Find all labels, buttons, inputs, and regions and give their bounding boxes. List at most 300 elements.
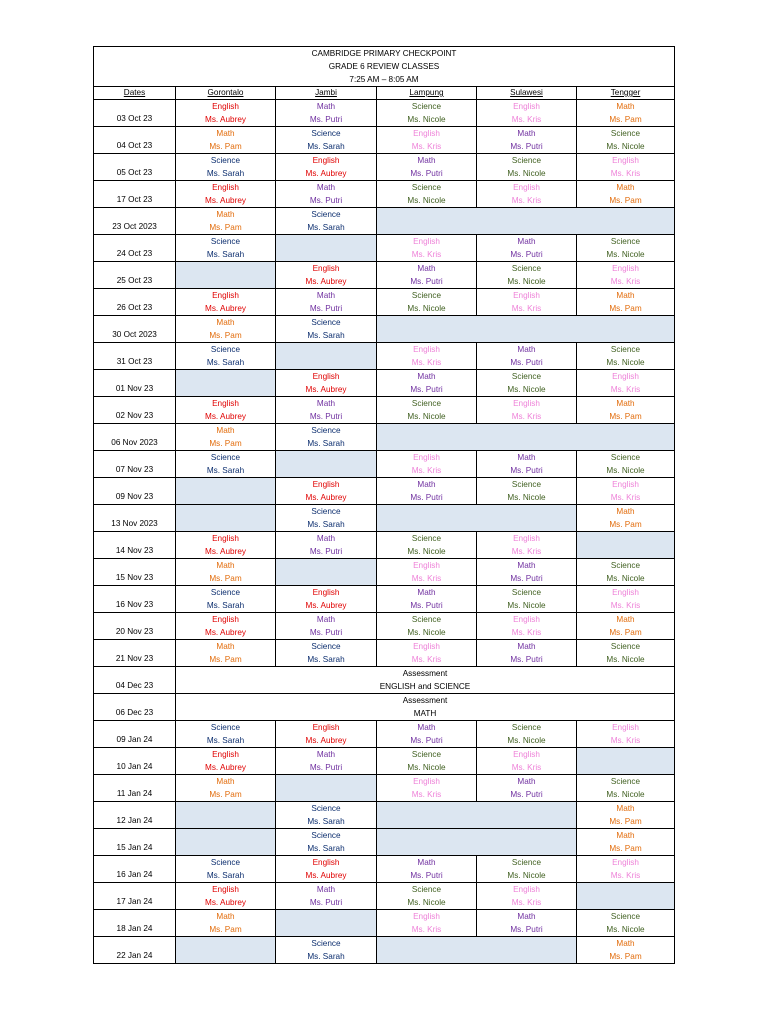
teacher-label: Ms. Aubrey xyxy=(205,196,246,205)
table-row xyxy=(94,775,675,802)
sheet-title xyxy=(94,47,675,87)
subject-label: English xyxy=(612,372,639,381)
subject-label: English xyxy=(312,264,340,273)
class-cell xyxy=(276,100,377,127)
class-cell xyxy=(377,289,477,316)
class-cell xyxy=(377,910,477,937)
class-cell xyxy=(176,127,276,154)
teacher-label: Ms. Nicole xyxy=(507,277,546,286)
subject-label: Science xyxy=(610,237,641,246)
teacher-label: Ms. Kris xyxy=(411,790,442,799)
class-cell xyxy=(176,289,276,316)
empty-slot xyxy=(276,775,377,802)
subject-label: Math xyxy=(616,183,635,192)
subject-label: English xyxy=(513,291,540,300)
subject-label: Science xyxy=(511,723,542,732)
teacher-label: Ms. Nicole xyxy=(507,736,546,745)
subject-label: Math xyxy=(517,777,536,786)
subject-label: Math xyxy=(517,912,536,921)
teacher-label: Ms. Pam xyxy=(209,790,242,799)
table-row xyxy=(94,208,675,235)
subject-label: English xyxy=(212,183,239,192)
table-row xyxy=(94,829,675,856)
subject-label: Science xyxy=(311,426,341,435)
teacher-label: Ms. Nicole xyxy=(606,250,645,259)
class-cell xyxy=(477,235,577,262)
subject-label: English xyxy=(312,480,340,489)
empty-slot xyxy=(577,532,675,559)
subject-label: English xyxy=(212,291,239,300)
teacher-label: Ms. Kris xyxy=(511,547,542,556)
date-cell: 23 Oct 2023 xyxy=(94,208,176,235)
table-row xyxy=(94,667,675,694)
teacher-label: Ms. Aubrey xyxy=(305,385,347,394)
subject-label: English xyxy=(413,777,440,786)
date-cell: 31 Oct 23 xyxy=(94,343,176,370)
subject-label: Science xyxy=(411,291,442,300)
subject-label: English xyxy=(513,183,540,192)
date-cell: 20 Nov 23 xyxy=(94,613,176,640)
assessment-cell xyxy=(176,694,675,721)
date-cell: 15 Nov 23 xyxy=(94,559,176,586)
title-line-2: GRADE 6 REVIEW CLASSES xyxy=(328,62,440,71)
subject-label: Math xyxy=(417,264,436,273)
empty-slot xyxy=(176,802,276,829)
class-cell xyxy=(377,451,477,478)
teacher-label: Ms. Kris xyxy=(411,358,442,367)
column-header: Tengger xyxy=(577,87,675,100)
date-cell: 14 Nov 23 xyxy=(94,532,176,559)
subject-label: Science xyxy=(511,480,542,489)
class-cell xyxy=(276,370,377,397)
empty-slot xyxy=(176,937,276,964)
teacher-label: Ms. Sarah xyxy=(307,817,345,826)
teacher-label: Ms. Aubrey xyxy=(305,277,347,286)
date-cell: 24 Oct 23 xyxy=(94,235,176,262)
subject-label: Science xyxy=(511,264,542,273)
class-cell xyxy=(377,181,477,208)
empty-slot xyxy=(176,829,276,856)
date-cell: 09 Nov 23 xyxy=(94,478,176,505)
subject-label: Math xyxy=(616,804,635,813)
class-cell xyxy=(176,640,276,667)
class-cell xyxy=(577,370,675,397)
empty-slot xyxy=(377,829,577,856)
class-cell xyxy=(276,883,377,910)
subject-label: English xyxy=(212,399,239,408)
teacher-label: Ms. Putri xyxy=(309,196,343,205)
teacher-label: Ms. Sarah xyxy=(206,601,245,610)
date-cell: 16 Nov 23 xyxy=(94,586,176,613)
class-cell xyxy=(577,775,675,802)
subject-label: Math xyxy=(216,426,235,435)
table-row xyxy=(94,235,675,262)
empty-slot xyxy=(577,748,675,775)
teacher-label: Ms. Putri xyxy=(410,385,443,394)
class-cell xyxy=(377,640,477,667)
class-cell xyxy=(176,721,276,748)
class-cell xyxy=(577,478,675,505)
class-cell xyxy=(176,775,276,802)
subject-label: English xyxy=(513,750,540,759)
class-cell xyxy=(577,802,675,829)
empty-slot xyxy=(377,316,675,343)
teacher-label: Ms. Sarah xyxy=(307,520,345,529)
table-row xyxy=(94,694,675,721)
teacher-label: Ms. Pam xyxy=(609,628,642,637)
teacher-label: Ms. Pam xyxy=(209,142,242,151)
class-cell xyxy=(477,370,577,397)
class-cell xyxy=(577,127,675,154)
teacher-label: Ms. Nicole xyxy=(507,169,546,178)
teacher-label: Ms. Pam xyxy=(609,844,642,853)
subject-label: Science xyxy=(210,345,241,354)
class-cell xyxy=(276,802,377,829)
date-cell: 17 Jan 24 xyxy=(94,883,176,910)
subject-label: Math xyxy=(616,831,635,840)
subject-label: Math xyxy=(517,129,536,138)
class-cell xyxy=(477,100,577,127)
teacher-label: Ms. Kris xyxy=(411,655,442,664)
subject-label: Math xyxy=(216,210,235,219)
teacher-label: Ms. Sarah xyxy=(206,250,245,259)
subject-label: Science xyxy=(311,210,341,219)
teacher-label: Ms. Putri xyxy=(510,466,543,475)
class-cell xyxy=(477,532,577,559)
subject-label: English xyxy=(312,858,340,867)
teacher-label: Ms. Kris xyxy=(411,574,442,583)
table-row xyxy=(94,100,675,127)
subject-label: Math xyxy=(216,129,235,138)
class-cell xyxy=(377,721,477,748)
teacher-label: Ms. Nicole xyxy=(507,493,546,502)
assessment-text: Assessment xyxy=(402,696,448,705)
subject-label: Science xyxy=(311,507,341,516)
teacher-label: Ms. Pam xyxy=(209,655,242,664)
date-cell: 06 Dec 23 xyxy=(94,694,176,721)
teacher-label: Ms. Kris xyxy=(511,412,542,421)
empty-slot xyxy=(276,343,377,370)
subject-label: Math xyxy=(316,615,336,624)
subject-label: Science xyxy=(411,534,442,543)
subject-label: Science xyxy=(411,102,442,111)
subject-label: Math xyxy=(517,453,536,462)
teacher-label: Ms. Putri xyxy=(410,169,443,178)
class-cell xyxy=(276,478,377,505)
assessment-text: ENGLISH and SCIENCE xyxy=(379,682,471,691)
subject-label: Science xyxy=(210,156,241,165)
teacher-label: Ms. Pam xyxy=(609,196,642,205)
teacher-label: Ms. Aubrey xyxy=(305,871,347,880)
date-cell: 17 Oct 23 xyxy=(94,181,176,208)
teacher-label: Ms. Nicole xyxy=(407,547,446,556)
subject-label: Math xyxy=(316,534,336,543)
subject-label: Science xyxy=(511,372,542,381)
date-cell: 10 Jan 24 xyxy=(94,748,176,775)
empty-slot xyxy=(276,910,377,937)
table-row xyxy=(94,424,675,451)
teacher-label: Ms. Pam xyxy=(609,115,642,124)
date-cell: 09 Jan 24 xyxy=(94,721,176,748)
date-cell: 21 Nov 23 xyxy=(94,640,176,667)
subject-label: Math xyxy=(517,642,536,651)
class-cell xyxy=(276,154,377,181)
teacher-label: Ms. Sarah xyxy=(206,169,245,178)
table-row xyxy=(94,748,675,775)
subject-label: Math xyxy=(417,480,436,489)
class-cell xyxy=(176,748,276,775)
date-cell: 15 Jan 24 xyxy=(94,829,176,856)
subject-label: English xyxy=(513,534,540,543)
teacher-label: Ms. Kris xyxy=(610,277,641,286)
class-cell xyxy=(276,937,377,964)
subject-label: Science xyxy=(311,804,341,813)
teacher-label: Ms. Kris xyxy=(411,925,442,934)
teacher-label: Ms. Putri xyxy=(510,925,543,934)
empty-slot xyxy=(276,451,377,478)
teacher-label: Ms. Putri xyxy=(410,277,443,286)
table-row xyxy=(94,289,675,316)
table-row xyxy=(94,586,675,613)
teacher-label: Ms. Nicole xyxy=(407,115,446,124)
teacher-label: Ms. Kris xyxy=(610,601,641,610)
subject-label: Science xyxy=(210,453,241,462)
class-cell xyxy=(577,586,675,613)
teacher-label: Ms. Sarah xyxy=(307,223,345,232)
teacher-label: Ms. Kris xyxy=(610,169,641,178)
table-row xyxy=(94,883,675,910)
class-cell xyxy=(377,262,477,289)
table-row xyxy=(94,262,675,289)
teacher-label: Ms. Sarah xyxy=(307,142,345,151)
empty-slot xyxy=(276,559,377,586)
empty-slot xyxy=(377,802,577,829)
subject-label: Science xyxy=(511,858,542,867)
class-cell xyxy=(577,505,675,532)
class-cell xyxy=(577,640,675,667)
teacher-label: Ms. Sarah xyxy=(206,871,245,880)
class-cell xyxy=(176,181,276,208)
teacher-label: Ms. Putri xyxy=(510,574,543,583)
class-cell xyxy=(276,208,377,235)
subject-label: English xyxy=(413,237,440,246)
subject-label: Science xyxy=(411,750,442,759)
subject-label: Science xyxy=(411,399,442,408)
date-cell: 07 Nov 23 xyxy=(94,451,176,478)
column-header: Jambi xyxy=(276,87,377,100)
class-cell xyxy=(276,424,377,451)
teacher-label: Ms. Nicole xyxy=(606,142,645,151)
empty-slot xyxy=(176,370,276,397)
teacher-label: Ms. Pam xyxy=(209,223,242,232)
teacher-label: Ms. Pam xyxy=(609,412,642,421)
subject-label: Science xyxy=(311,642,341,651)
teacher-label: Ms. Nicole xyxy=(407,898,446,907)
class-cell xyxy=(577,343,675,370)
subject-label: English xyxy=(312,588,340,597)
class-cell xyxy=(276,856,377,883)
assessment-text: Assessment xyxy=(402,669,448,678)
class-cell xyxy=(377,775,477,802)
subject-label: English xyxy=(212,750,239,759)
subject-label: Science xyxy=(311,831,341,840)
teacher-label: Ms. Putri xyxy=(510,250,543,259)
class-cell xyxy=(477,289,577,316)
class-cell xyxy=(377,343,477,370)
teacher-label: Ms. Aubrey xyxy=(205,547,246,556)
teacher-label: Ms. Putri xyxy=(410,736,443,745)
class-cell xyxy=(176,586,276,613)
subject-label: English xyxy=(612,156,639,165)
teacher-label: Ms. Pam xyxy=(209,574,242,583)
class-cell xyxy=(377,559,477,586)
teacher-label: Ms. Nicole xyxy=(407,628,446,637)
subject-label: English xyxy=(413,912,440,921)
teacher-label: Ms. Nicole xyxy=(507,385,546,394)
class-cell xyxy=(577,397,675,424)
table-row xyxy=(94,559,675,586)
subject-label: Science xyxy=(311,129,341,138)
subject-label: English xyxy=(212,102,239,111)
class-cell xyxy=(276,127,377,154)
subject-label: English xyxy=(312,723,340,732)
teacher-label: Ms. Kris xyxy=(411,466,442,475)
teacher-label: Ms. Nicole xyxy=(407,763,446,772)
subject-label: English xyxy=(413,345,440,354)
date-cell: 12 Jan 24 xyxy=(94,802,176,829)
teacher-label: Ms. Nicole xyxy=(507,871,546,880)
class-cell xyxy=(477,559,577,586)
title-line-3: 7:25 AM – 8:05 AM xyxy=(349,75,419,84)
assessment-cell xyxy=(176,667,675,694)
subject-label: Science xyxy=(511,156,542,165)
class-cell xyxy=(377,100,477,127)
column-header: Lampung xyxy=(377,87,477,100)
subject-label: Math xyxy=(216,561,235,570)
subject-label: Math xyxy=(216,642,235,651)
teacher-label: Ms. Putri xyxy=(510,358,543,367)
table-row xyxy=(94,721,675,748)
subject-label: Math xyxy=(616,615,635,624)
table-row xyxy=(94,640,675,667)
subject-label: English xyxy=(413,129,440,138)
class-cell xyxy=(176,424,276,451)
teacher-label: Ms. Putri xyxy=(410,493,443,502)
class-cell xyxy=(477,262,577,289)
subject-label: Science xyxy=(311,318,341,327)
subject-label: Math xyxy=(417,372,436,381)
column-header: Dates xyxy=(94,87,176,100)
class-cell xyxy=(176,613,276,640)
date-cell: 04 Dec 23 xyxy=(94,667,176,694)
subject-label: Math xyxy=(616,507,635,516)
class-cell xyxy=(577,937,675,964)
class-cell xyxy=(577,181,675,208)
teacher-label: Ms. Putri xyxy=(309,547,343,556)
subject-label: Math xyxy=(517,237,536,246)
date-cell: 11 Jan 24 xyxy=(94,775,176,802)
teacher-label: Ms. Pam xyxy=(209,439,242,448)
class-cell xyxy=(477,883,577,910)
class-cell xyxy=(377,235,477,262)
class-cell xyxy=(477,910,577,937)
teacher-label: Ms. Kris xyxy=(610,871,641,880)
teacher-label: Ms. Aubrey xyxy=(305,736,347,745)
date-cell: 02 Nov 23 xyxy=(94,397,176,424)
class-cell xyxy=(577,154,675,181)
subject-label: Math xyxy=(316,183,336,192)
subject-label: Math xyxy=(616,399,635,408)
subject-label: Math xyxy=(417,156,436,165)
subject-label: English xyxy=(413,642,440,651)
class-cell xyxy=(176,208,276,235)
class-cell xyxy=(276,262,377,289)
teacher-label: Ms. Nicole xyxy=(606,466,645,475)
class-cell xyxy=(377,397,477,424)
subject-label: Math xyxy=(316,750,336,759)
subject-label: English xyxy=(513,399,540,408)
subject-label: Science xyxy=(610,345,641,354)
teacher-label: Ms. Putri xyxy=(309,898,343,907)
teacher-label: Ms. Kris xyxy=(511,763,542,772)
class-cell xyxy=(176,235,276,262)
table-row xyxy=(94,613,675,640)
empty-slot xyxy=(377,505,577,532)
class-cell xyxy=(477,343,577,370)
class-cell xyxy=(377,586,477,613)
teacher-label: Ms. Putri xyxy=(410,601,443,610)
class-cell xyxy=(276,640,377,667)
subject-label: Science xyxy=(210,588,241,597)
teacher-label: Ms. Aubrey xyxy=(205,898,246,907)
teacher-label: Ms. Sarah xyxy=(206,466,245,475)
table-row xyxy=(94,370,675,397)
teacher-label: Ms. Aubrey xyxy=(205,628,246,637)
table-row xyxy=(94,154,675,181)
class-cell xyxy=(477,613,577,640)
class-cell xyxy=(176,100,276,127)
table-row xyxy=(94,802,675,829)
date-cell: 25 Oct 23 xyxy=(94,262,176,289)
table-row xyxy=(94,451,675,478)
class-cell xyxy=(176,856,276,883)
class-cell xyxy=(577,100,675,127)
date-cell: 18 Jan 24 xyxy=(94,910,176,937)
class-cell xyxy=(577,910,675,937)
subject-label: Science xyxy=(610,561,641,570)
class-cell xyxy=(176,532,276,559)
table-row xyxy=(94,127,675,154)
empty-slot xyxy=(176,478,276,505)
class-cell xyxy=(176,451,276,478)
class-cell xyxy=(477,640,577,667)
table-row xyxy=(94,532,675,559)
class-cell xyxy=(477,181,577,208)
subject-label: English xyxy=(212,885,239,894)
subject-label: English xyxy=(413,561,440,570)
teacher-label: Ms. Pam xyxy=(609,520,642,529)
subject-label: Science xyxy=(610,453,641,462)
teacher-label: Ms. Nicole xyxy=(606,655,645,664)
subject-label: Math xyxy=(316,885,336,894)
class-cell xyxy=(377,127,477,154)
title-line-1: CAMBRIDGE PRIMARY CHECKPOINT xyxy=(311,49,457,58)
table-row xyxy=(94,343,675,370)
empty-slot xyxy=(577,883,675,910)
teacher-label: Ms. Kris xyxy=(511,196,542,205)
date-cell: 30 Oct 2023 xyxy=(94,316,176,343)
teacher-label: Ms. Putri xyxy=(309,412,343,421)
